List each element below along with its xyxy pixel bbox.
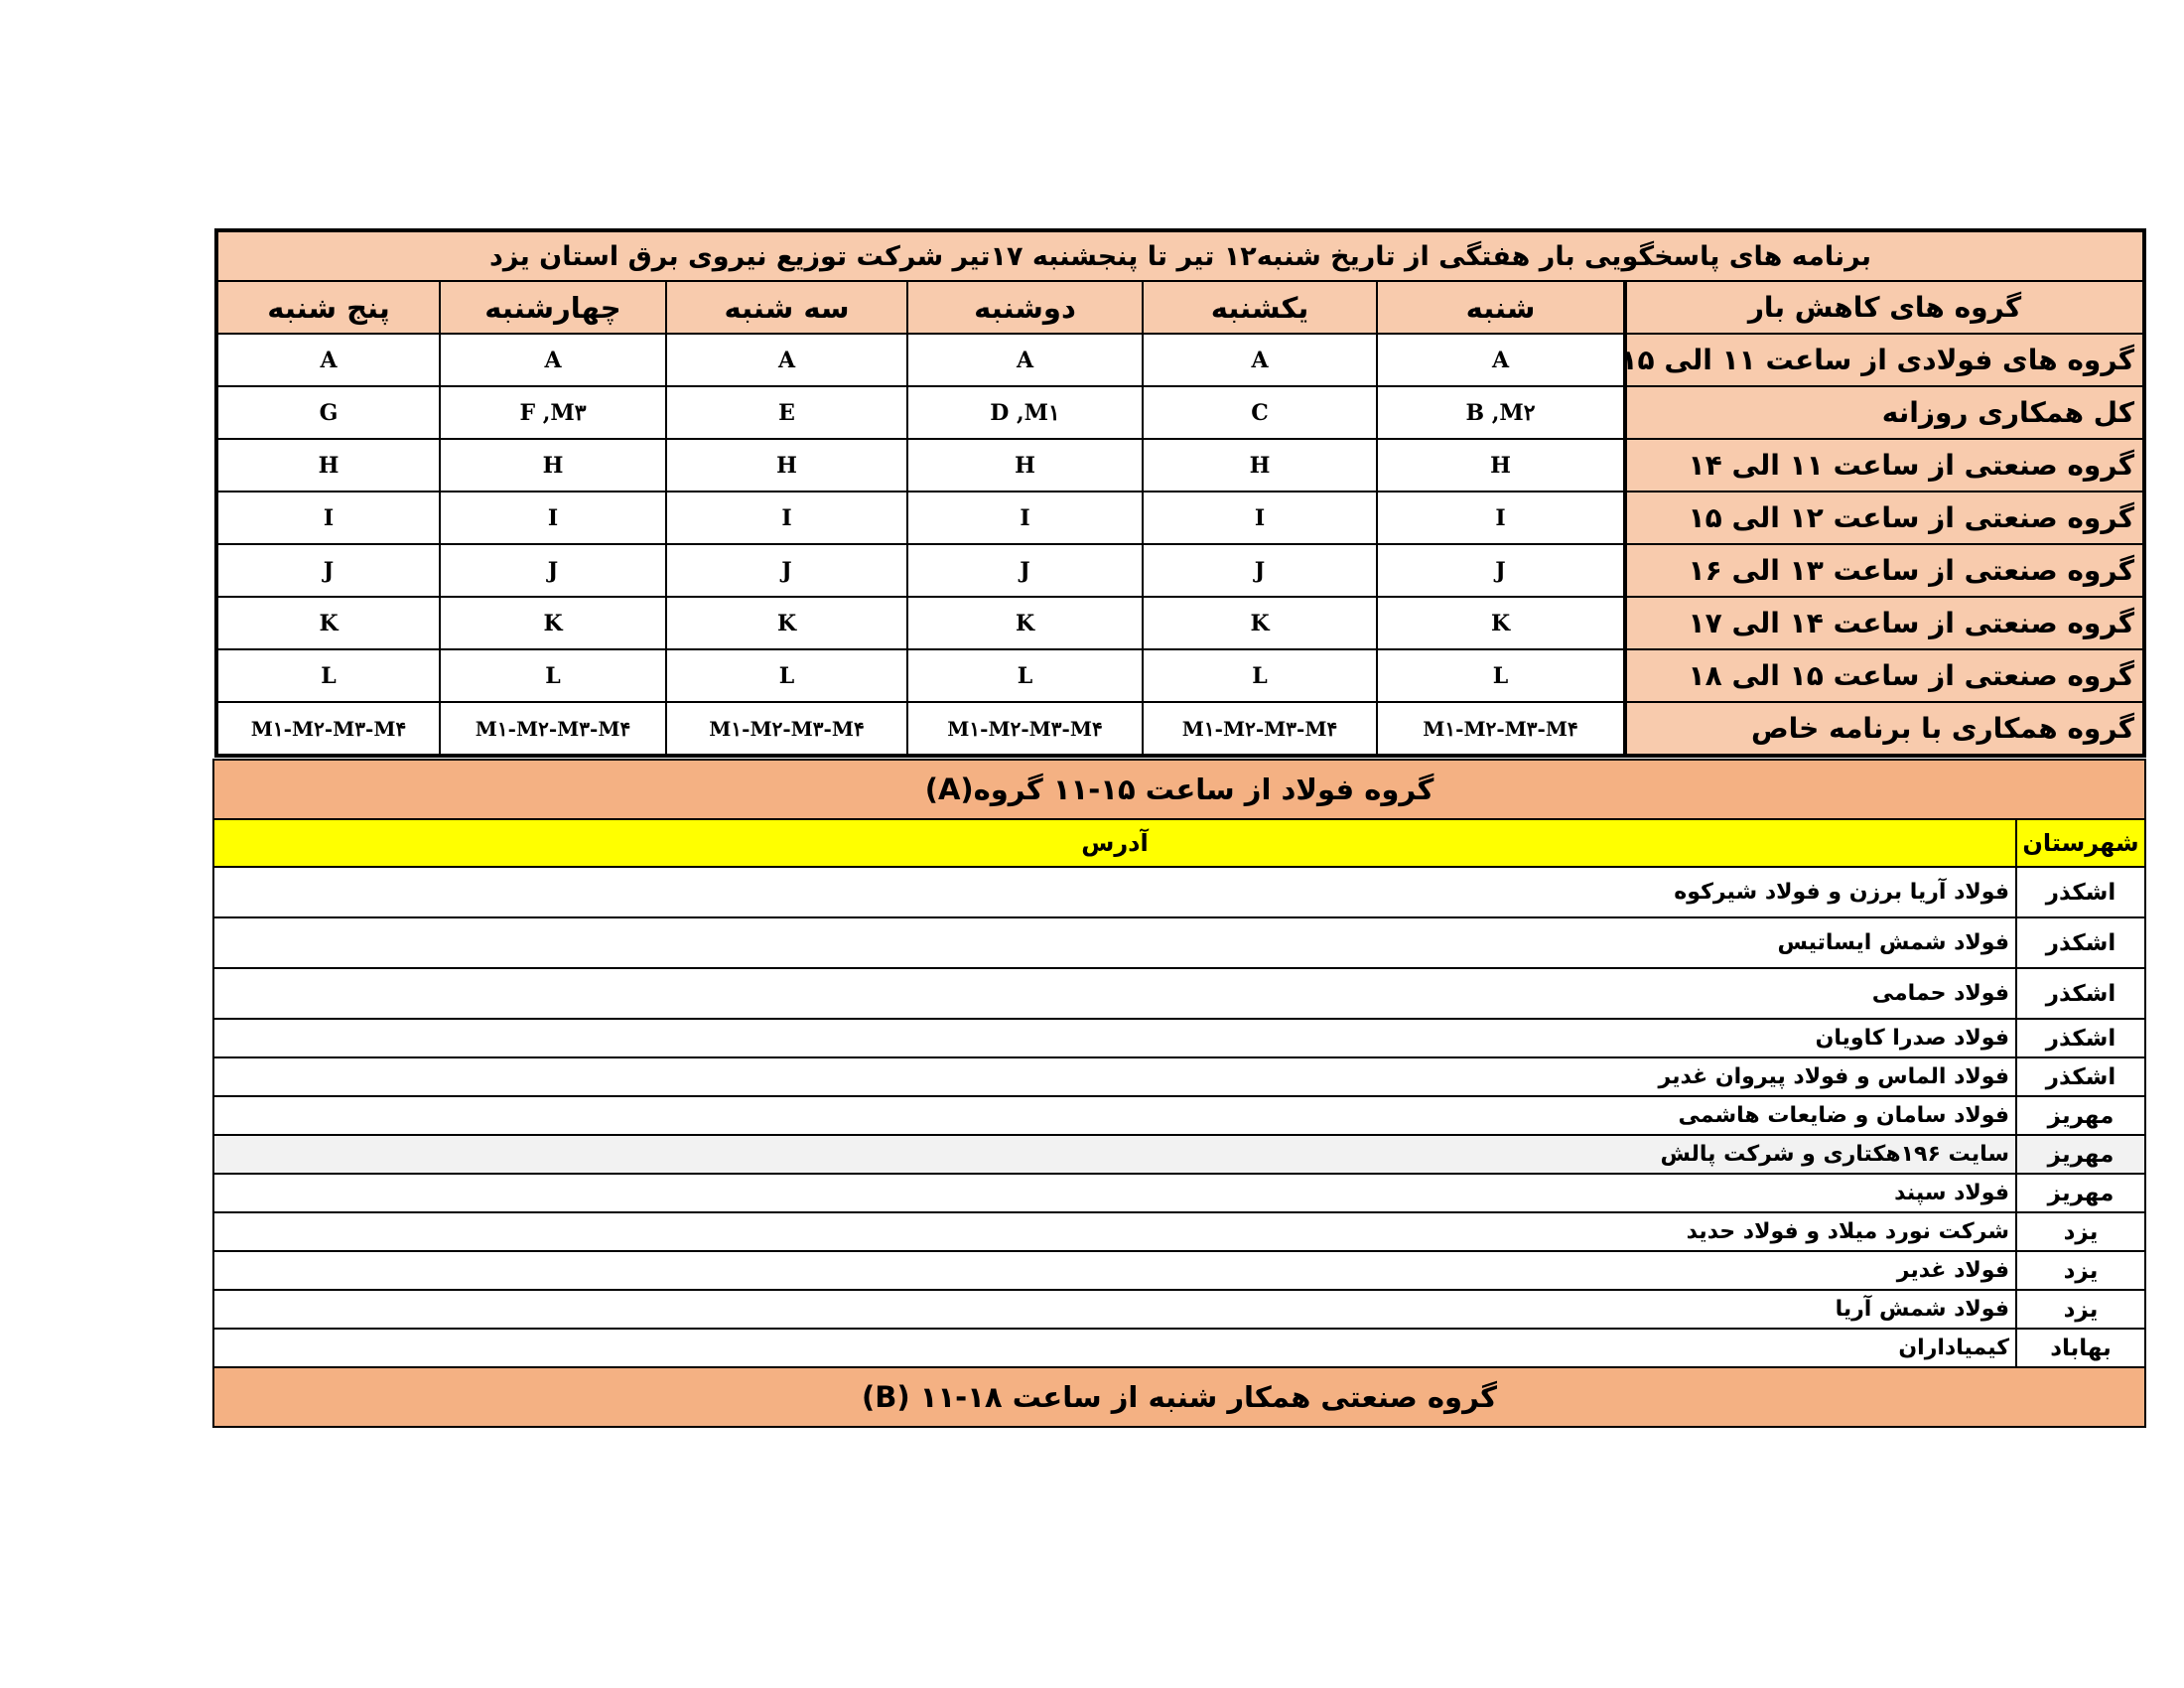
city-column-header: شهرستان <box>2016 819 2145 867</box>
group-label: کل همکاری روزانه <box>1625 386 2144 439</box>
schedule-cell: C <box>1143 386 1377 439</box>
city-cell: بهاباد <box>2016 1329 2145 1367</box>
address-header-row <box>213 819 2145 867</box>
city-cell: مهریز <box>2016 1174 2145 1212</box>
schedule-cell: I <box>1143 492 1377 544</box>
schedule-cell: B ,M۲ <box>1377 386 1625 439</box>
schedule-cell: I <box>907 492 1143 544</box>
day-header-wednesday: چهارشنبه <box>440 281 666 334</box>
address-row <box>213 1174 2145 1212</box>
schedule-row <box>216 649 2144 702</box>
schedule-cell: J <box>1377 544 1625 597</box>
schedule-cell: H <box>440 439 666 492</box>
city-cell: مهریز <box>2016 1135 2145 1174</box>
schedule-cell: K <box>907 597 1143 649</box>
schedule-table <box>214 228 2146 758</box>
schedule-cell: J <box>666 544 907 597</box>
schedule-cell: I <box>666 492 907 544</box>
city-cell: یزد <box>2016 1290 2145 1329</box>
city-cell: اشکذر <box>2016 867 2145 917</box>
schedule-cell: A <box>216 334 440 386</box>
schedule-cell: K <box>440 597 666 649</box>
group-header: گروه های کاهش بار <box>1625 281 2144 334</box>
address-cell: فولاد شمش آریا <box>213 1290 2016 1329</box>
address-row <box>213 1212 2145 1251</box>
schedule-cell: A <box>1377 334 1625 386</box>
city-cell: اشکذر <box>2016 1019 2145 1057</box>
schedule-cell: A <box>1143 334 1377 386</box>
group-label: گروه صنعتی از ساعت ۱۴ الی ۱۷ <box>1625 597 2144 649</box>
schedule-cell: M۱-M۲-M۳-M۴ <box>666 702 907 756</box>
address-row <box>213 917 2145 968</box>
schedule-row <box>216 597 2144 649</box>
schedule-cell: L <box>907 649 1143 702</box>
city-cell: یزد <box>2016 1251 2145 1290</box>
schedule-cell: K <box>216 597 440 649</box>
address-row <box>213 968 2145 1019</box>
address-row <box>213 1290 2145 1329</box>
city-cell: اشکذر <box>2016 1057 2145 1096</box>
address-cell: فولاد شمش ایساتیس <box>213 917 2016 968</box>
group-label: گروه همکاری با برنامه خاص <box>1625 702 2144 756</box>
schedule-cell: J <box>907 544 1143 597</box>
schedule-cell: E <box>666 386 907 439</box>
schedule-cell: K <box>1377 597 1625 649</box>
schedule-cell: L <box>666 649 907 702</box>
schedule-cell: H <box>907 439 1143 492</box>
schedule-row <box>216 544 2144 597</box>
schedule-cell: L <box>1143 649 1377 702</box>
address-cell: شرکت نورد میلاد و فولاد حدید <box>213 1212 2016 1251</box>
schedule-cell: I <box>1377 492 1625 544</box>
day-header-saturday: شنبه <box>1377 281 1625 334</box>
city-cell: یزد <box>2016 1212 2145 1251</box>
schedule-cell: L <box>1377 649 1625 702</box>
schedule-cell: L <box>440 649 666 702</box>
group-label: گروه صنعتی از ساعت ۱۲ الی ۱۵ <box>1625 492 2144 544</box>
schedule-row <box>216 439 2144 492</box>
address-row <box>213 1251 2145 1290</box>
address-cell: فولاد حمامی <box>213 968 2016 1019</box>
address-body <box>213 867 2145 1367</box>
schedule-cell: M۱-M۲-M۳-M۴ <box>907 702 1143 756</box>
schedule-title-row <box>216 230 2144 281</box>
group-label: گروه های فولادی از ساعت ۱۱ الی ۱۵ <box>1625 334 2144 386</box>
schedule-cell: L <box>216 649 440 702</box>
schedule-title: برنامه های پاسخگویی بار هفتگی از تاریخ شنبه۱۲ تیر تا پنجشنبه ۱۷تیر شرکت توزیع نیروی برق استان یزد <box>216 230 2144 281</box>
city-cell: اشکذر <box>2016 917 2145 968</box>
section-b-title: گروه صنعتی همکار شنبه از ساعت ۱۸-۱۱ (B) <box>213 1367 2145 1427</box>
address-cell: فولاد سامان و ضایعات هاشمی <box>213 1096 2016 1135</box>
schedule-cell: A <box>907 334 1143 386</box>
address-cell: کیمیاداران <box>213 1329 2016 1367</box>
address-cell: سایت ۱۹۶هکتاری و شرکت پالش <box>213 1135 2016 1174</box>
section-b-row <box>213 1367 2145 1427</box>
schedule-cell: H <box>1143 439 1377 492</box>
address-cell: فولاد الماس و فولاد پیروان غدیر <box>213 1057 2016 1096</box>
address-table <box>212 759 2146 1428</box>
group-label: گروه صنعتی از ساعت ۱۵ الی ۱۸ <box>1625 649 2144 702</box>
schedule-cell: I <box>216 492 440 544</box>
schedule-cell: K <box>1143 597 1377 649</box>
schedule-row <box>216 334 2144 386</box>
day-header-sunday: یکشنبه <box>1143 281 1377 334</box>
schedule-cell: M۱-M۲-M۳-M۴ <box>1143 702 1377 756</box>
schedule-body <box>216 334 2144 756</box>
schedule-cell: M۱-M۲-M۳-M۴ <box>216 702 440 756</box>
schedule-row <box>216 702 2144 756</box>
day-header-thursday: پنج شنبه <box>216 281 440 334</box>
address-row <box>213 1057 2145 1096</box>
address-row <box>213 1135 2145 1174</box>
schedule-cell: H <box>666 439 907 492</box>
section-a-row <box>213 760 2145 819</box>
schedule-row <box>216 386 2144 439</box>
group-label: گروه صنعتی از ساعت ۱۱ الی ۱۴ <box>1625 439 2144 492</box>
schedule-cell: K <box>666 597 907 649</box>
schedule-header-row <box>216 281 2144 334</box>
schedule-cell: D ,M۱ <box>907 386 1143 439</box>
schedule-cell: M۱-M۲-M۳-M۴ <box>1377 702 1625 756</box>
address-row <box>213 867 2145 917</box>
schedule-row <box>216 492 2144 544</box>
schedule-cell: F ,M۳ <box>440 386 666 439</box>
address-cell: فولاد آریا برزن و فولاد شیرکوه <box>213 867 2016 917</box>
schedule-cell: J <box>440 544 666 597</box>
schedule-cell: J <box>1143 544 1377 597</box>
schedule-cell: A <box>440 334 666 386</box>
city-cell: اشکذر <box>2016 968 2145 1019</box>
day-header-tuesday: سه شنبه <box>666 281 907 334</box>
section-a-title: گروه فولاد از ساعت ۱۵-۱۱ گروه(A) <box>213 760 2145 819</box>
address-cell: فولاد سپند <box>213 1174 2016 1212</box>
schedule-cell: G <box>216 386 440 439</box>
group-label: گروه صنعتی از ساعت ۱۳ الی ۱۶ <box>1625 544 2144 597</box>
day-header-monday: دوشنبه <box>907 281 1143 334</box>
schedule-cell: M۱-M۲-M۳-M۴ <box>440 702 666 756</box>
schedule-cell: I <box>440 492 666 544</box>
schedule-cell: H <box>216 439 440 492</box>
schedule-cell: H <box>1377 439 1625 492</box>
schedule-cell: J <box>216 544 440 597</box>
address-row <box>213 1329 2145 1367</box>
address-cell: فولاد صدرا کاویان <box>213 1019 2016 1057</box>
city-cell: مهریز <box>2016 1096 2145 1135</box>
address-row <box>213 1096 2145 1135</box>
schedule-cell: A <box>666 334 907 386</box>
address-cell: فولاد غدیر <box>213 1251 2016 1290</box>
address-column-header: آدرس <box>213 819 2016 867</box>
address-row <box>213 1019 2145 1057</box>
